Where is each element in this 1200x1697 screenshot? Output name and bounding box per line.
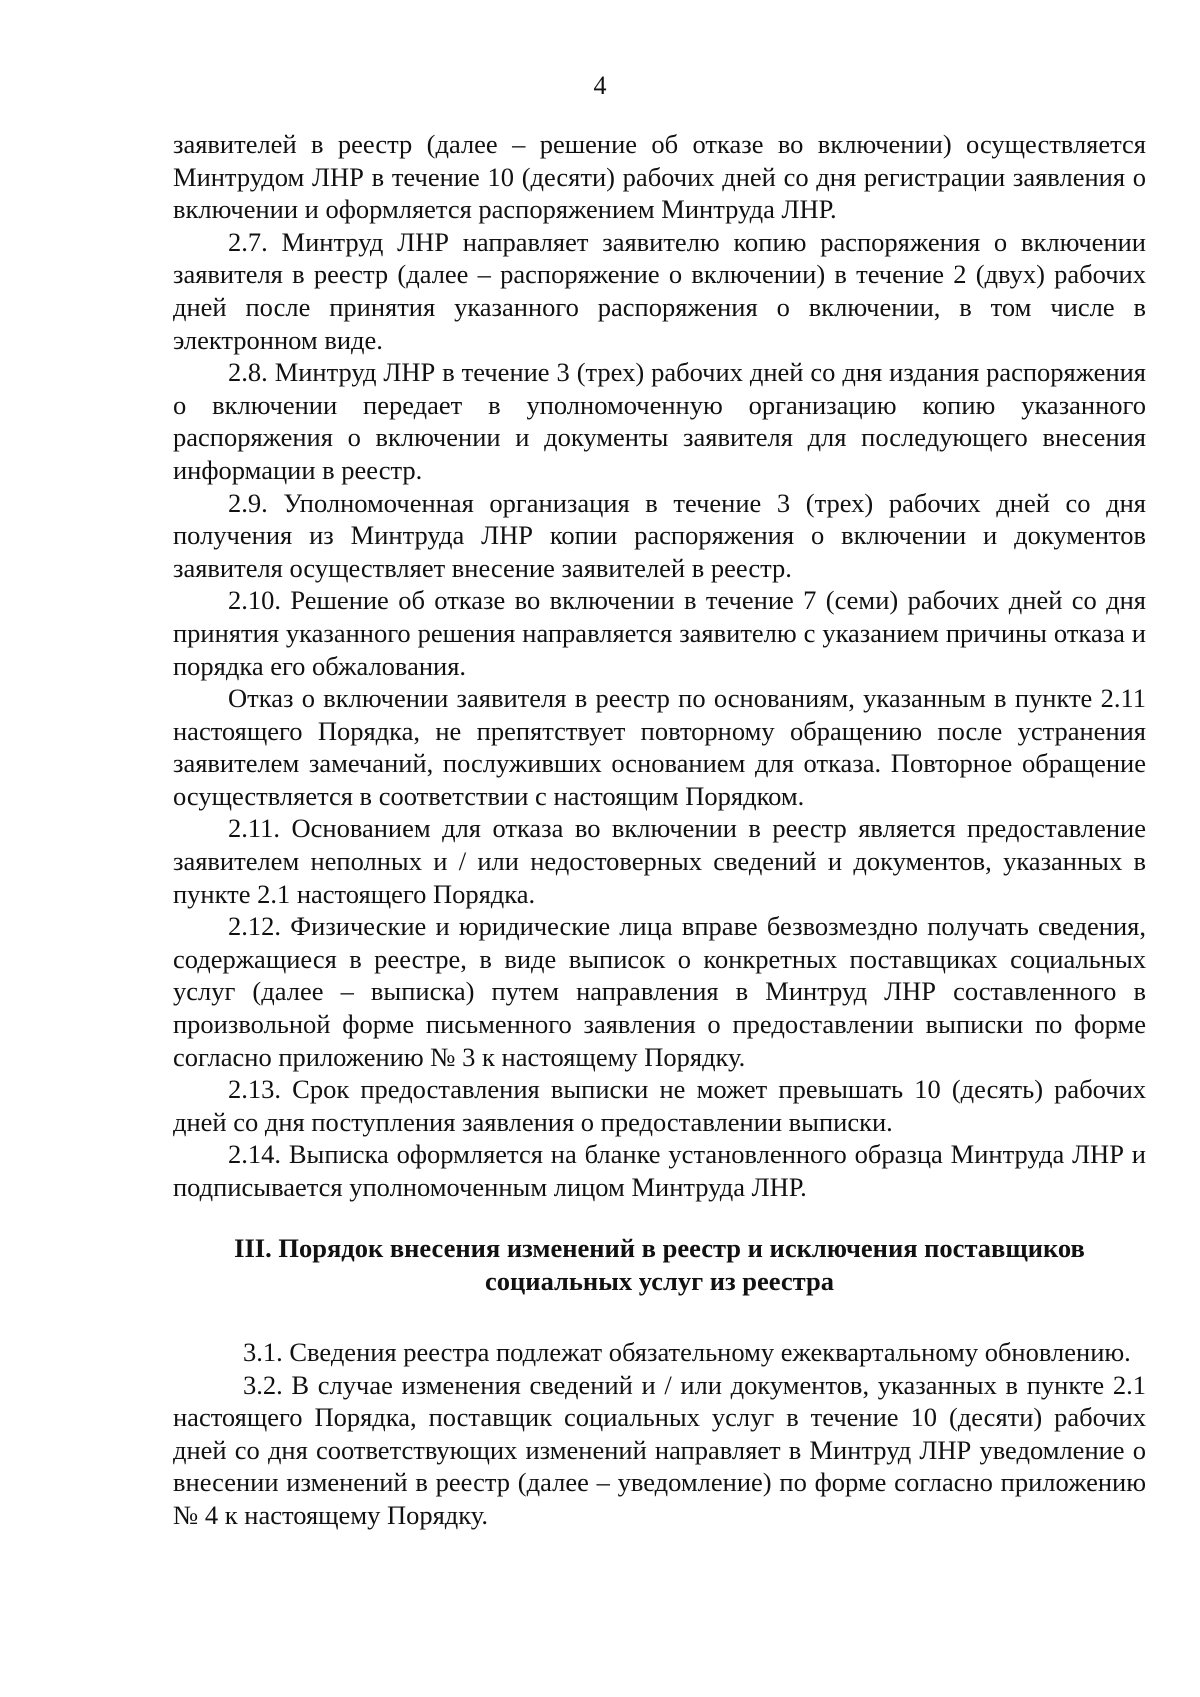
section-heading xyxy=(173,1232,1146,1298)
paragraph-3-1: 3.1. Сведения реестра подлежат обязательному ежеквартальному обновлению. xyxy=(243,1337,1131,1367)
paragraph-2-7: 2.7. Минтруд ЛНР направляет заявителю копию распоряжения о включении заявителя в реестр (далее – распоряжение о включении) в течение 2 (двух) рабочих дней после принятия указанного распоряжения о включении, в том числе в электронном виде. xyxy=(173,226,1146,355)
page-number: 4 xyxy=(593,71,607,100)
section-heading-line-2: социальных услуг из реестра xyxy=(485,1266,834,1296)
paragraph-3-2: 3.2. В случае изменения сведений и / или документов, указанных в пункте 2.1 настоящего Порядка, поставщик социальных услуг в течение 10 (десяти) рабочих дней со дня соответствующих изменений направляет в Минтруд ЛНР уведомление о внесении изменений в реестр (далее – уведомление) по форме согласно приложению № 4 к настоящему Порядку. xyxy=(173,1369,1146,1530)
section-heading-line-1: III. Порядок внесения изменений в реестр и исключения поставщиков xyxy=(234,1233,1085,1263)
paragraph-2-8: 2.8. Минтруд ЛНР в течение 3 (трех) рабочих дней со дня издания распоряжения о включении передает в уполномоченную организацию копию указанного распоряжения о включении и документы заявителя для последующего внесения информации в реестр. xyxy=(173,357,1146,485)
body-text-section-3 xyxy=(173,1336,1146,1532)
paragraph-refusal: Отказ о включении заявителя в реестр по основаниям, указанным в пункте 2.11 настоящего Порядка, не препятствует повторному обращению после устранения заявителем замечаний, послуживших основанием для отказа. Повторное обращение осуществляется в соответствии с настоящим Порядком. xyxy=(173,683,1146,811)
body-text-section-2 xyxy=(173,128,1146,1204)
paragraph-2-11: 2.11. Основанием для отказа во включении в реестр является предоставление заявителем неполных и / или недостоверных сведений и документов, указанных в пункте 2.1 настоящего Порядка. xyxy=(173,813,1146,909)
paragraph-2-12: 2.12. Физические и юридические лица вправе безвозмездно получать сведения, содержащиеся в реестре, в виде выписок о конкретных поставщиках социальных услуг (далее – выписка) путем направления в Минтруд ЛНР составленного в произвольной форме письменного заявления о предоставлении выписки по форме согласно приложению № 3 к настоящему Порядку. xyxy=(173,911,1146,1072)
paragraph-2-14: 2.14. Выписка оформляется на бланке установленного образца Минтруда ЛНР и подписывается уполномоченным лицом Минтруда ЛНР. xyxy=(173,1139,1146,1202)
paragraph-2-9: 2.9. Уполномоченная организация в течение 3 (трех) рабочих дней со дня получения из Минтруда ЛНР копии распоряжения о включении и документов заявителя осуществляет внесение заявителей в реестр. xyxy=(173,487,1146,583)
paragraph-2-13: 2.13. Срок предоставления выписки не может превышать 10 (десять) рабочих дней со дня поступления заявления о предоставлении выписки. xyxy=(173,1074,1146,1137)
paragraph-2-10: 2.10. Решение об отказе во включении в течение 7 (семи) рабочих дней со дня принятия указанного решения направляется заявителю с указанием причины отказа и порядка его обжалования. xyxy=(173,585,1146,681)
paragraph-continuation: заявителей в реестр (далее – решение об отказе во включении) осуществляется Минтрудом ЛНР в течение 10 (десяти) рабочих дней со дня регистрации заявления о включении и оформляется распоряжением Минтруда ЛНР. xyxy=(173,129,1146,225)
